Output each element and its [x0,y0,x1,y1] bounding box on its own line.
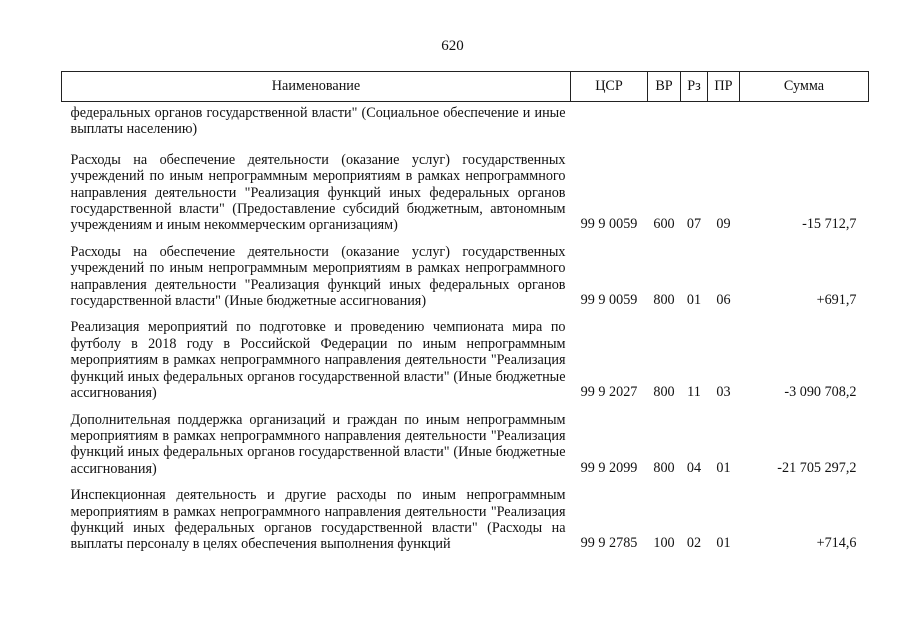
table-header-row [62,72,869,102]
row-csr [571,102,648,142]
row-vr: 800 [653,459,675,476]
row-sum [740,102,869,142]
row-pr: 09 [716,216,731,233]
row-sum: -21 705 297,2 [777,459,857,476]
row-name: Инспекционная деятельность и другие расходы по иным непрограммным мероприятиям в рамках непрограммного направления деятельности "Реализация функций иных федеральных органов государственной власти" (Расходы на выплаты персоналу в целях обеспечения выполнения функций [70,487,566,553]
row-vr: 100 [653,535,675,552]
row-pr: 06 [716,292,731,309]
row-sum: +691,7 [816,292,857,309]
row-rz: 04 [686,459,702,476]
header-sum: Сумма [740,72,869,102]
row-csr: 99 9 2099 [580,459,638,476]
row-name: Дополнительная поддержка организаций и граждан по иным непрограммным мероприятиям в рамках непрограммного направления деятельности "Реализация функций иных федеральных органов государственной власти" (Иные бюджетные ассигнования) [70,411,566,477]
row-name: Расходы на обеспечение деятельности (оказание услуг) государственных учреждений по иным непрограммным мероприятиям в рамках непрограммного направления деятельности "Реализация функций иных федеральных органов государственной власти" (Предоставление субсидий бюджетным, автономным учреждениям и иным некоммерческим организациям) [70,151,566,234]
row-rz: 11 [687,384,701,401]
header-pr: ПР [708,72,740,102]
row-csr: 99 9 2027 [580,384,638,401]
header-vr: ВР [648,72,681,102]
table-row [62,402,869,478]
row-pr: 03 [716,384,731,401]
row-sum: -15 712,7 [802,216,857,233]
row-vr: 600 [653,216,675,233]
table-row [62,477,869,553]
table-row [62,142,869,234]
table-row [62,309,869,401]
row-pr: 01 [716,535,731,552]
row-rz: 02 [686,535,702,552]
budget-table [61,71,869,553]
row-rz: 07 [686,216,702,233]
row-name: Реализация мероприятий по подготовке и проведению чемпионата мира по футболу в 2018 году в Российской Федерации по иным непрограммным мероприятиям в рамках непрограммного направления деятельности "Реализация функций иных федеральных органов государственной власти" (Иные бюджетные ассигнования) [70,319,566,402]
row-pr [708,102,740,142]
page-number: 620 [441,38,464,54]
row-csr: 99 9 0059 [580,292,638,309]
table-row [62,102,869,142]
row-pr: 01 [716,459,731,476]
row-name: федеральных органов государственной власти" (Социальное обеспечение и иные выплаты населению) [70,105,566,138]
row-vr [648,102,681,142]
row-rz [681,102,708,142]
row-rz: 01 [686,292,702,309]
row-name: Расходы на обеспечение деятельности (оказание услуг) государственных учреждений по иным непрограммным мероприятиям в рамках непрограммного направления деятельности "Реализация функций иных федеральных органов государственной власти" (Иные бюджетные ассигнования) [70,243,566,310]
header-rz: Рз [681,72,708,102]
row-csr: 99 9 2785 [580,535,638,552]
row-sum: +714,6 [816,535,857,552]
row-sum: -3 090 708,2 [784,384,857,401]
header-name: Наименование [62,72,571,102]
header-csr: ЦСР [571,72,648,102]
row-vr: 800 [653,292,675,309]
row-vr: 800 [653,384,675,401]
row-csr: 99 9 0059 [580,216,638,233]
table-row [62,234,869,310]
